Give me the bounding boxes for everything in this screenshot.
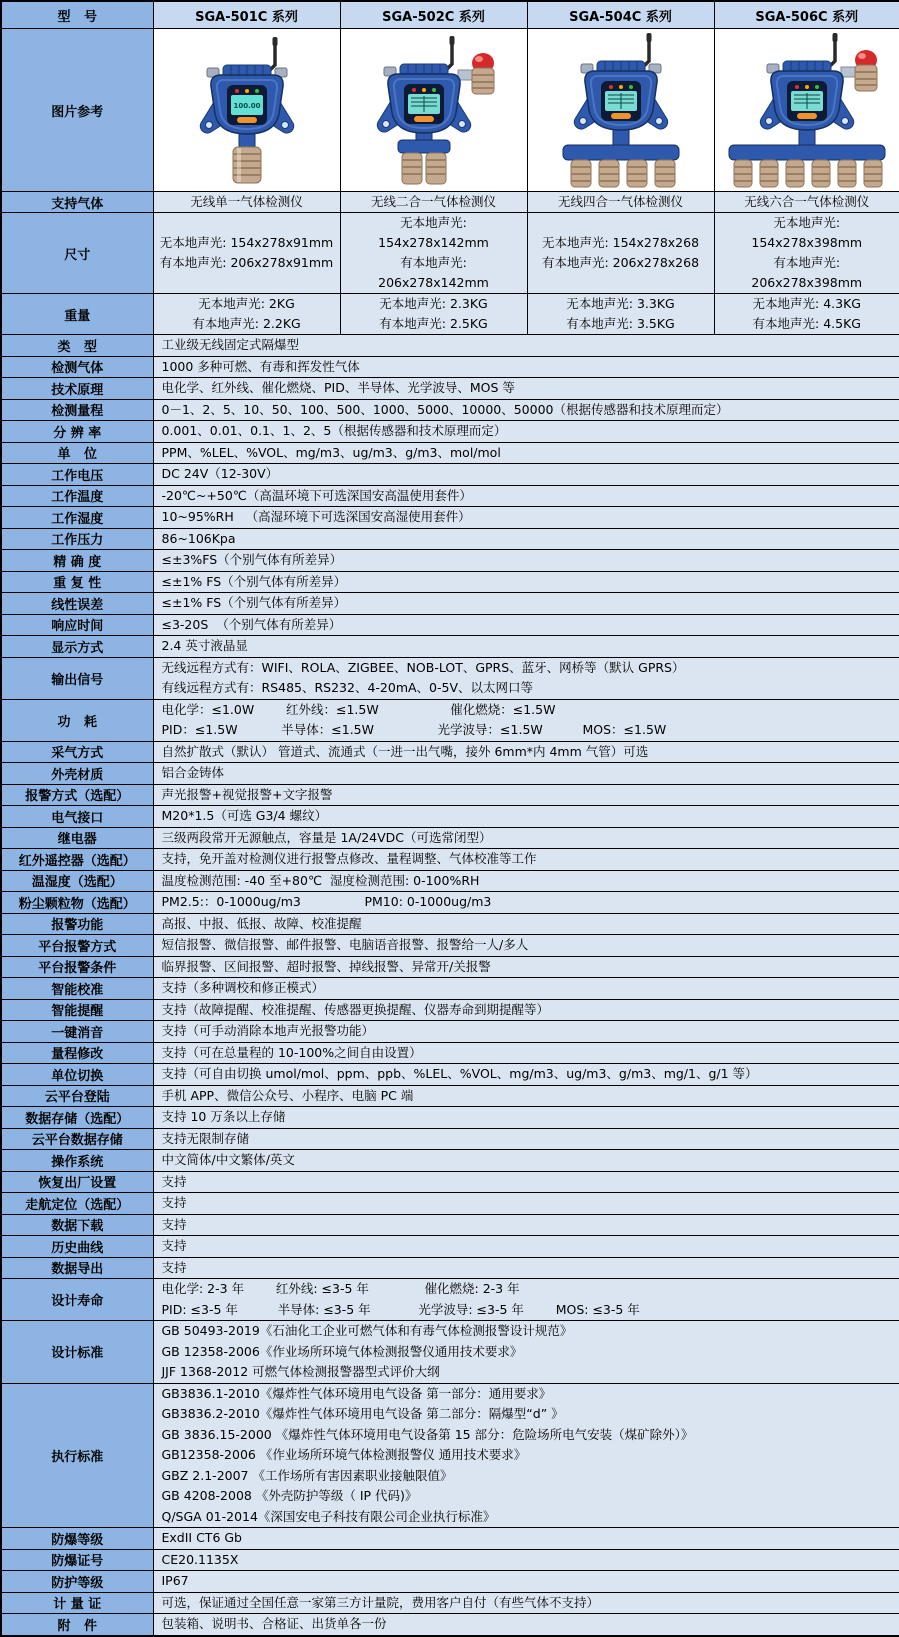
image-row-label: 图片参考 — [1, 29, 153, 192]
spec-line: GB 4208-2008 《外壳防护等级（ IP 代码)》 — [161, 1488, 418, 1503]
spec-value-cell — [153, 1171, 899, 1193]
spec-line: 支持 — [161, 1238, 187, 1253]
spec-label: 智能校准 — [1, 978, 153, 1000]
spec-row — [1, 507, 899, 529]
spec-row — [1, 699, 899, 741]
model-header-sga: SGA-502C 系列 — [340, 1, 527, 29]
spec-line: PPM、%LEL、%VOL、mg/m3、ug/m3、g/m3、mol/mol — [161, 444, 501, 460]
spec-label: 设计标准 — [1, 1321, 153, 1384]
spec-row — [1, 213, 899, 294]
detector-screen-text: 100.00 — [232, 102, 261, 110]
spec-value-cell — [153, 849, 899, 871]
spec-line: DC 24V（12-30V） — [161, 466, 279, 481]
spec-line: 支持 10 万条以上存储 — [161, 1109, 286, 1124]
spec-row — [1, 1128, 899, 1150]
spec-value-cell — [153, 1571, 899, 1593]
spec-value-cell — [153, 806, 899, 828]
sensor-cylinder — [571, 160, 675, 187]
spec-row — [1, 192, 899, 213]
spec-line: 自然扩散式（默认） 管道式、流通式（一进一出气嘴，接外 6mm*内 4mm 气管）可选 — [161, 743, 649, 759]
manifold-bar — [398, 140, 450, 153]
spec-row — [1, 763, 899, 785]
spec-label: 智能提醒 — [1, 999, 153, 1021]
spec-label: 数据存储（选配） — [1, 1107, 153, 1129]
spec-value-cell — [153, 1321, 899, 1384]
spec-value-cell — [340, 192, 527, 213]
spec-label: 报警功能 — [1, 913, 153, 935]
spec-line: 支持（可手动消除本地声光报警功能） — [161, 1023, 375, 1038]
spec-row — [1, 1528, 899, 1550]
model-header-sga: SGA-506C 系列 — [714, 1, 899, 29]
spec-value-cell — [153, 356, 899, 378]
sensor-cylinder — [233, 147, 261, 183]
spec-row — [1, 1592, 899, 1614]
spec-line: 1000 多种可燃、有毒和挥发性气体 — [161, 358, 360, 374]
sensor-cylinder — [734, 160, 882, 187]
spec-label: 重 复 性 — [1, 571, 153, 593]
spec-line: 无本地声光: 154x278x398mm — [751, 215, 863, 250]
model-header-sga: SGA-504C 系列 — [527, 1, 714, 29]
spec-label: 平台报警方式 — [1, 935, 153, 957]
spec-label: 分 辨 率 — [1, 421, 153, 443]
spec-line: 温度检测范围: -40 至+80℃ 湿度检测范围: 0-100%RH — [161, 872, 480, 888]
detector-6-sensor-beacon-image — [719, 31, 895, 189]
spec-line: ≤±1% FS（个别气体有所差异） — [161, 573, 347, 589]
spec-row — [1, 614, 899, 636]
spec-value-cell — [153, 1592, 899, 1614]
spec-line: 支持 — [161, 1216, 187, 1232]
spec-line: 铝合金铸体 — [161, 765, 225, 780]
spec-label: 检测气体 — [1, 356, 153, 378]
spec-label: 云平台数据存储 — [1, 1128, 153, 1150]
spec-label: 类 型 — [1, 335, 153, 357]
spec-value-cell — [153, 1085, 899, 1107]
spec-line: 电化学：≤1.0W 红外线：≤1.5W 催化燃烧：≤1.5W — [161, 701, 556, 717]
spec-value-cell — [153, 213, 340, 294]
spec-line: 10~95%RH （高湿环境下可选深国安高湿使用套件） — [161, 509, 471, 524]
spec-value-cell — [153, 1042, 899, 1064]
spec-value-cell — [153, 294, 340, 335]
spec-line: 86~106Kpa — [161, 530, 236, 546]
spec-line: 有本地声光: 2.5KG — [379, 316, 488, 331]
model-header-row — [1, 1, 899, 29]
spec-row — [1, 571, 899, 593]
spec-line: ExdII CT6 Gb — [161, 1530, 242, 1545]
spec-row — [1, 1107, 899, 1129]
spec-row — [1, 1549, 899, 1571]
spec-line: 支持 — [161, 1173, 187, 1189]
detector-2-sensor-beacon-image — [364, 34, 504, 186]
spec-label: 精 确 度 — [1, 550, 153, 572]
spec-label: 技术原理 — [1, 378, 153, 400]
spec-value-cell — [153, 442, 899, 464]
spec-label: 继电器 — [1, 827, 153, 849]
spec-label: 历史曲线 — [1, 1236, 153, 1258]
spec-row — [1, 421, 899, 443]
spec-line: 无本地声光: 154x278x142mm — [378, 215, 489, 250]
spec-value-cell — [153, 1528, 899, 1550]
spec-value-cell — [153, 464, 899, 486]
spec-line: Q/SGA 01-2014《深国安电子科技有限公司企业执行标准》 — [161, 1508, 496, 1524]
spec-line: M20*1.5（可选 G3/4 螺纹） — [161, 808, 328, 823]
spec-line: 有本地声光: 4.5KG — [752, 316, 861, 331]
spec-label: 云平台登陆 — [1, 1085, 153, 1107]
spec-line: GB12358-2006 《作业场所环境气体检测报警仪 通用技术要求》 — [161, 1447, 527, 1462]
spec-row — [1, 593, 899, 615]
spec-value-cell — [153, 571, 899, 593]
spec-value-cell — [714, 192, 899, 213]
spec-value-cell — [153, 935, 899, 957]
spec-label: 平台报警条件 — [1, 956, 153, 978]
spec-row — [1, 1383, 899, 1528]
spec-label: 支持气体 — [1, 192, 153, 213]
spec-label: 单位切换 — [1, 1064, 153, 1086]
spec-row — [1, 399, 899, 421]
spec-row — [1, 849, 899, 871]
spec-value-cell — [153, 192, 340, 213]
spec-line: 无线单一气体检测仪 — [190, 194, 303, 209]
spec-row — [1, 784, 899, 806]
spec-line: 无线四合一气体检测仪 — [557, 194, 683, 209]
spec-label: 红外遥控器（选配） — [1, 849, 153, 871]
spec-value-cell — [153, 1193, 899, 1215]
spec-value-cell — [153, 507, 899, 529]
spec-value-cell — [153, 593, 899, 615]
spec-row — [1, 806, 899, 828]
sensor-cylinder — [402, 153, 446, 184]
spec-value-cell — [153, 913, 899, 935]
spec-label: 操作系统 — [1, 1150, 153, 1172]
spec-line: 短信报警、微信报警、邮件报警、电脑语音报警、报警给一人/多人 — [161, 937, 529, 952]
spec-line: JJF 1368-2012 可燃气体检测报警器型式评价大纲 — [161, 1364, 440, 1379]
spec-label: 执行标准 — [1, 1383, 153, 1528]
spec-value-cell — [153, 741, 899, 763]
spec-row — [1, 870, 899, 892]
spec-line: 高报、中报、低报、故障、校准提醒 — [161, 915, 362, 931]
spec-value-cell — [714, 213, 899, 294]
manifold-bar — [729, 145, 885, 160]
spec-label: 功 耗 — [1, 699, 153, 741]
spec-value-cell — [153, 335, 899, 357]
spec-row — [1, 1085, 899, 1107]
spec-value-cell — [153, 378, 899, 400]
spec-value-cell — [153, 1614, 899, 1636]
spec-label: 一键消音 — [1, 1021, 153, 1043]
spec-value-cell — [153, 978, 899, 1000]
spec-label: 响应时间 — [1, 614, 153, 636]
spec-label: 电气接口 — [1, 806, 153, 828]
spec-label: 粉尘颗粒物（选配） — [1, 892, 153, 914]
spec-value-cell — [153, 999, 899, 1021]
spec-line: 支持（可自由切换 umol/mol、ppm、ppb、%LEL、%VOL、mg/m3、ug/m3、g/m3、mg/1、g/1 等） — [161, 1066, 758, 1081]
spec-label: 输出信号 — [1, 657, 153, 699]
spec-label: 检测量程 — [1, 399, 153, 421]
spec-value-cell — [340, 294, 527, 335]
spec-row — [1, 1064, 899, 1086]
spec-line: 临界报警、区间报警、超时报警、掉线报警、异常开/关报警 — [161, 958, 491, 974]
spec-row — [1, 956, 899, 978]
spec-label: 报警方式（选配） — [1, 784, 153, 806]
spec-label: 计 量 证 — [1, 1592, 153, 1614]
spec-label: 走航定位（选配） — [1, 1193, 153, 1215]
spec-line: 无本地声光: 3.3KG — [566, 296, 675, 311]
spec-value-cell — [153, 614, 899, 636]
spec-line: 中文简体/中文繁体/英文 — [161, 1152, 295, 1167]
spec-row — [1, 1321, 899, 1384]
spec-line: 支持 — [161, 1259, 187, 1275]
spec-row — [1, 1193, 899, 1215]
spec-line: 支持，免开盖对检测仪进行报警点修改、量程调整、气体校准等工作 — [161, 851, 537, 866]
spec-row — [1, 356, 899, 378]
spec-value-cell — [153, 870, 899, 892]
spec-label: 外壳材质 — [1, 763, 153, 785]
spec-row — [1, 827, 899, 849]
spec-row — [1, 1614, 899, 1636]
spec-value-cell — [153, 892, 899, 914]
spec-row — [1, 999, 899, 1021]
spec-line: 有线远程方式有：RS485、RS232、4-20mA、0-5V、以太网口等 — [161, 680, 534, 695]
spec-line: 有本地声光: 3.5KG — [566, 316, 675, 331]
spec-label: 数据下载 — [1, 1214, 153, 1236]
spec-value-cell — [340, 213, 527, 294]
spec-line: 0－1、2、5、10、50、100、500、1000、5000、10000、50000（根据传感器和技术原理而定） — [161, 401, 729, 417]
spec-line: GB3836.2-2010《爆炸性气体环境用电气设备 第二部分：隔爆型“d” 》 — [161, 1406, 564, 1421]
spec-label: 量程修改 — [1, 1042, 153, 1064]
spec-line: 支持无限制存储 — [161, 1130, 250, 1146]
product-image-cell — [153, 29, 340, 192]
spec-line: 无本地声光: 154x278x91mm — [159, 235, 334, 250]
detector-4-sensor-image — [541, 31, 701, 189]
spec-value-cell — [153, 784, 899, 806]
spec-line: GBZ 2.1-2007 《工作场所有害因素职业接触限值》 — [161, 1467, 453, 1483]
spec-line: 声光报警+视觉报警+文字报警 — [161, 786, 333, 802]
spec-row — [1, 1171, 899, 1193]
spec-row — [1, 1214, 899, 1236]
spec-value-cell — [153, 399, 899, 421]
spec-line: GB 3836.15-2000 《爆炸性气体环境用电气设备第 15 部分：危险场所电气安装（煤矿除外）》 — [161, 1426, 694, 1442]
spec-row — [1, 892, 899, 914]
spec-label: 数据导出 — [1, 1257, 153, 1279]
spec-value-cell — [153, 956, 899, 978]
spec-value-cell — [153, 763, 899, 785]
image-row — [1, 29, 899, 192]
spec-label: 尺寸 — [1, 213, 153, 294]
spec-value-cell — [153, 1549, 899, 1571]
spec-row — [1, 378, 899, 400]
spec-row — [1, 1021, 899, 1043]
spec-line: 无本地声光: 2.3KG — [379, 296, 488, 311]
spec-line: 电化学、红外线、催化燃烧、PID、半导体、光学波导、MOS 等 — [161, 380, 515, 395]
product-image-cell — [340, 29, 527, 192]
spec-line: 支持（可在总量程的 10-100%之间自由设置） — [161, 1044, 422, 1060]
spec-row — [1, 1257, 899, 1279]
spec-label: 工作温度 — [1, 485, 153, 507]
spec-label: 设计寿命 — [1, 1279, 153, 1321]
alarm-beacon-icon — [841, 50, 877, 91]
spec-line: 有本地声光: 206x278x91mm — [159, 255, 334, 270]
spec-line: PM2.5:：0-1000ug/m3 PM10: 0-1000ug/m3 — [161, 894, 492, 909]
spec-line: GB 12358-2006《作业场所环境气体检测报警仪通用技术要求》 — [161, 1343, 523, 1359]
spec-value-cell — [527, 294, 714, 335]
spec-label: 防爆等级 — [1, 1528, 153, 1550]
spec-row — [1, 978, 899, 1000]
spec-row — [1, 1571, 899, 1593]
spec-row — [1, 464, 899, 486]
spec-line: IP67 — [161, 1573, 189, 1588]
spec-label: 采气方式 — [1, 741, 153, 763]
spec-row — [1, 294, 899, 335]
spec-row — [1, 1236, 899, 1258]
spec-line: 支持（故障提醒、校准提醒、传感器更换提醒、仪器寿命到期提醒等） — [161, 1001, 550, 1017]
spec-value-cell — [153, 1064, 899, 1086]
spec-value-cell — [153, 1021, 899, 1043]
spec-line: GB3836.1-2010《爆炸性气体环境用电气设备 第一部分：通用要求》 — [161, 1385, 552, 1401]
spec-line: ≤±1% FS（个别气体有所差异） — [161, 595, 347, 610]
spec-value-cell — [527, 213, 714, 294]
spec-line: CE20.1135X — [161, 1551, 239, 1567]
spec-value-cell — [153, 1236, 899, 1258]
spec-label: 线性误差 — [1, 593, 153, 615]
spec-line: 有本地声光: 206x278x142mm — [378, 255, 489, 290]
model-header-label: 型 号 — [1, 1, 153, 29]
spec-row — [1, 1042, 899, 1064]
spec-value-cell — [153, 485, 899, 507]
spec-value-cell — [153, 1257, 899, 1279]
spec-row — [1, 335, 899, 357]
spec-row — [1, 935, 899, 957]
spec-label: 重量 — [1, 294, 153, 335]
spec-label: 工作湿度 — [1, 507, 153, 529]
spec-line: 无本地声光: 4.3KG — [752, 296, 861, 311]
spec-line: 无本地声光: 154x278x268 — [541, 235, 700, 250]
spec-value-cell — [153, 657, 899, 699]
spec-line: 有本地声光: 206x278x398mm — [751, 255, 863, 290]
spec-line: 三级两段常开无源触点，容量是 1A/24VDC（可选常闭型） — [161, 829, 492, 845]
spec-value-cell — [153, 1128, 899, 1150]
spec-row — [1, 1150, 899, 1172]
spec-value-cell — [153, 1279, 899, 1321]
spec-value-cell — [153, 1214, 899, 1236]
spec-line: 2.4 英寸液晶显 — [161, 638, 248, 653]
detector-1-sensor-image — [187, 35, 307, 185]
spec-label: 显示方式 — [1, 636, 153, 658]
spec-label: 工作电压 — [1, 464, 153, 486]
spec-line: GB 50493-2019《石油化工企业可燃气体和有毒气体检测报警设计规范》 — [161, 1323, 573, 1338]
spec-row — [1, 485, 899, 507]
spec-row — [1, 913, 899, 935]
spec-value-cell — [153, 1150, 899, 1172]
spec-value-cell — [153, 1107, 899, 1129]
spec-value-cell — [714, 294, 899, 335]
spec-line: 无线远程方式有：WIFI、ROLA、ZIGBEE、NOB-LOT、GPRS、蓝牙、网桥等（默认 GPRS） — [161, 659, 685, 675]
spec-value-cell — [153, 550, 899, 572]
spec-line: 有本地声光: 2.2KG — [192, 316, 301, 331]
spec-row — [1, 442, 899, 464]
spec-row — [1, 528, 899, 550]
spec-value-cell — [153, 1383, 899, 1528]
product-image-cell — [527, 29, 714, 192]
spec-label: 防护等级 — [1, 1571, 153, 1593]
spec-line: 有本地声光: 206x278x268 — [541, 255, 700, 270]
spec-line: 手机 APP、微信公众号、小程序、电脑 PC 端 — [161, 1087, 414, 1103]
spec-line: 无线六合一气体检测仪 — [744, 194, 870, 209]
spec-line: ≤3-20S （个别气体有所差异） — [161, 616, 342, 632]
alarm-beacon-icon — [458, 53, 494, 94]
spec-line: PID：≤1.5W 半导体：≤1.5W 光学波导：≤1.5W MOS：≤1.5W — [161, 722, 667, 737]
spec-label: 工作压力 — [1, 528, 153, 550]
spec-line: 电化学: 2-3 年 红外线: ≤3-5 年 催化燃烧: 2-3 年 — [161, 1281, 520, 1296]
spec-row — [1, 741, 899, 763]
spec-line: ≤±3%FS（个别气体有所差异） — [161, 552, 343, 567]
spec-value-cell — [153, 699, 899, 741]
spec-line: 支持 — [161, 1195, 187, 1210]
spec-label: 温湿度（选配） — [1, 870, 153, 892]
spec-row — [1, 1279, 899, 1321]
spec-line: 无本地声光: 2KG — [198, 296, 295, 311]
spec-label: 恢复出厂设置 — [1, 1171, 153, 1193]
model-header-sga: SGA-501C 系列 — [153, 1, 340, 29]
spec-value-cell — [153, 636, 899, 658]
product-image-cell — [714, 29, 899, 192]
spec-label: 附 件 — [1, 1614, 153, 1636]
spec-value-cell — [153, 827, 899, 849]
manifold-bar — [563, 145, 679, 160]
spec-line: PID: ≤3-5 年 半导体: ≤3-5 年 光学波导: ≤3-5 年 MOS: ≤3-5 年 — [161, 1301, 640, 1317]
spec-label: 单 位 — [1, 442, 153, 464]
spec-row — [1, 657, 899, 699]
spec-value-cell — [153, 528, 899, 550]
spec-line: 可选，保证通过全国任意一家第三方计量院，费用客户自付（有些气体不支持） — [161, 1594, 600, 1610]
spec-line: 0.001、0.01、0.1、1、2、5（根据传感器和技术原理而定） — [161, 423, 507, 438]
spec-line: 工业级无线固定式隔爆型 — [161, 337, 300, 352]
spec-value-cell — [153, 421, 899, 443]
spec-line: 包装箱、说明书、合格证、出货单各一份 — [161, 1616, 387, 1631]
spec-line: 无线二合一气体检测仪 — [370, 194, 496, 209]
spec-value-cell — [527, 192, 714, 213]
spec-line: -20℃~+50℃（高温环境下可选深国安高温使用套件） — [161, 487, 472, 503]
spec-row — [1, 636, 899, 658]
spec-label: 防爆证号 — [1, 1549, 153, 1571]
spec-row — [1, 550, 899, 572]
spec-line: 支持（多种调校和修正模式） — [161, 980, 325, 995]
